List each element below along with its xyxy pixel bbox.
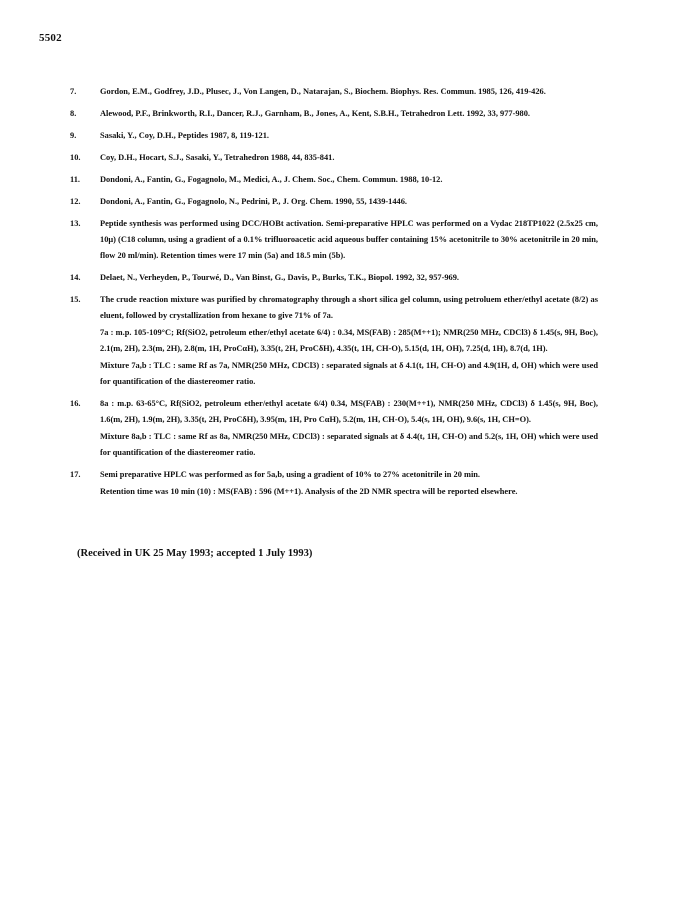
reference-item [70,106,598,122]
reference-text [100,128,598,144]
reference-paragraph: Gordon, E.M., Godfrey, J.D., Plusec, J., Von Langen, D., Natarajan, S., Biochem. Biophys. Res. Commun. 1985, 126, 419-426. [100,87,546,96]
reference-paragraph: Dondoni, A., Fantin, G., Fogagnolo, M., Medici, A., J. Chem. Soc., Chem. Commun. 1988, 10-12. [100,175,443,184]
reference-number: 7. [70,87,77,96]
reference-item [70,216,598,264]
reference-item [70,467,598,500]
reference-number: 17. [70,470,81,479]
reference-number: 8. [70,109,77,118]
reference-item [70,84,598,100]
reference-item [70,194,598,210]
received-note: (Received in UK 25 May 1993; accepted 1 July 1993) [77,548,313,559]
reference-text [100,172,598,188]
reference-text [100,150,598,166]
page-number: 5502 [39,32,62,44]
reference-text [100,270,598,286]
reference-text [100,194,598,210]
reference-paragraph: Peptide synthesis was performed using DCC/HOBt activation. Semi-preparative HPLC was performed on a Vydac 218TP1022 (2.5x25 cm, 10μ) (C18 column, using a gradient of a 0.1% trifluoroacetic acid aqueous buffer containing 15% acetonitrile to 30% acetonitrile in 20 min, flow 20 ml/min). Retention times were 17 min (5a) and 18.5 min (5b). [100,219,598,260]
reference-number: 16. [70,399,81,408]
reference-paragraph: Retention time was 10 min (10) : MS(FAB) : 596 (M++1). Analysis of the 2D NMR spectra will be reported elsewhere. [100,487,518,496]
reference-number: 10. [70,153,81,162]
reference-item [70,292,598,390]
reference-paragraph: Alewood, P.F., Brinkworth, R.I., Dancer, R.J., Garnham, B., Jones, A., Kent, S.B.H., Tetrahedron Lett. 1992, 33, 977-980. [100,109,531,118]
reference-text [100,84,598,100]
reference-item [70,128,598,144]
reference-number: 13. [70,219,81,228]
reference-text [100,467,598,500]
reference-text [100,106,598,122]
reference-paragraph: The crude reaction mixture was purified by chromatography through a short silica gel column, using petroluem ether/ethyl acetate (8/2) as eluent, followed by crystallization from hexane to give 71% of 7a. [100,295,598,320]
reference-paragraph: 7a : m.p. 105-109°C; Rf(SiO2, petroleum ether/ethyl acetate 6/4) : 0.34, MS(FAB) : 285(M++1); NMR(250 MHz, CDCl3) δ 1.45(s, 9H, Boc), 2.1(m, 2H), 2.3(m, 2H), 2.8(m, 1H, ProCαH), 3.35(t, 2H, ProCδH), 4.35(t, 1H, CH-O), 5.15(d, 1H, OH), 7.25(d, 1H), 8.7(d, 1H). [100,328,598,353]
reference-paragraph: Sasaki, Y., Coy, D.H., Peptides 1987, 8, 119-121. [100,131,269,140]
reference-number: 9. [70,131,77,140]
reference-item [70,150,598,166]
reference-paragraph: 8a : m.p. 63-65°C, Rf(SiO2, petroleum ether/ethyl acetate 6/4) 0.34, MS(FAB) : 230(M++1), NMR(250 MHz, CDCl3) δ 1.45(s, 9H, Boc), 1.6(m, 2H), 1.9(m, 2H), 3.35(t, 2H, ProCδH), 3.95(m, 1H, Pro CαH), 5.2(m, 1H, CH-O), 5.4(s, 1H, OH), 9.6(s, 1H, CH=O). [100,399,598,424]
reference-paragraph: Dondoni, A., Fantin, G., Fogagnolo, N., Pedrini, P., J. Org. Chem. 1990, 55, 1439-1446. [100,197,408,206]
reference-paragraph: Semi preparative HPLC was performed as for 5a,b, using a gradient of 10% to 27% acetonitrile in 20 min. [100,470,481,479]
reference-item [70,396,598,461]
reference-number: 15. [70,295,81,304]
reference-paragraph: Mixture 7a,b : TLC : same Rf as 7a, NMR(250 MHz, CDCl3) : separated signals at δ 4.1(t, 1H, CH-O) and 4.9(1H, d, OH) which were used for quantification of the diastereomer ratio. [100,361,598,386]
reference-text [100,396,598,461]
reference-item [70,172,598,188]
reference-item [70,270,598,286]
reference-list [70,84,598,506]
reference-number: 14. [70,273,81,282]
reference-paragraph: Mixture 8a,b : TLC : same Rf as 8a, NMR(250 MHz, CDCl3) : separated signals at δ 4.4(t, 1H, CH-O) and 5.2(s, 1H, OH) which were used for quantification of the diastereomer ratio. [100,432,598,457]
reference-number: 11. [70,175,81,184]
reference-text [100,216,598,264]
reference-number: 12. [70,197,81,206]
reference-text [100,292,598,390]
reference-paragraph: Coy, D.H., Hocart, S.J., Sasaki, Y., Tetrahedron 1988, 44, 835-841. [100,153,335,162]
reference-paragraph: Delaet, N., Verheyden, P., Tourwé, D., Van Binst, G., Davis, P., Burks, T.K., Biopol. 1992, 32, 957-969. [100,273,460,282]
